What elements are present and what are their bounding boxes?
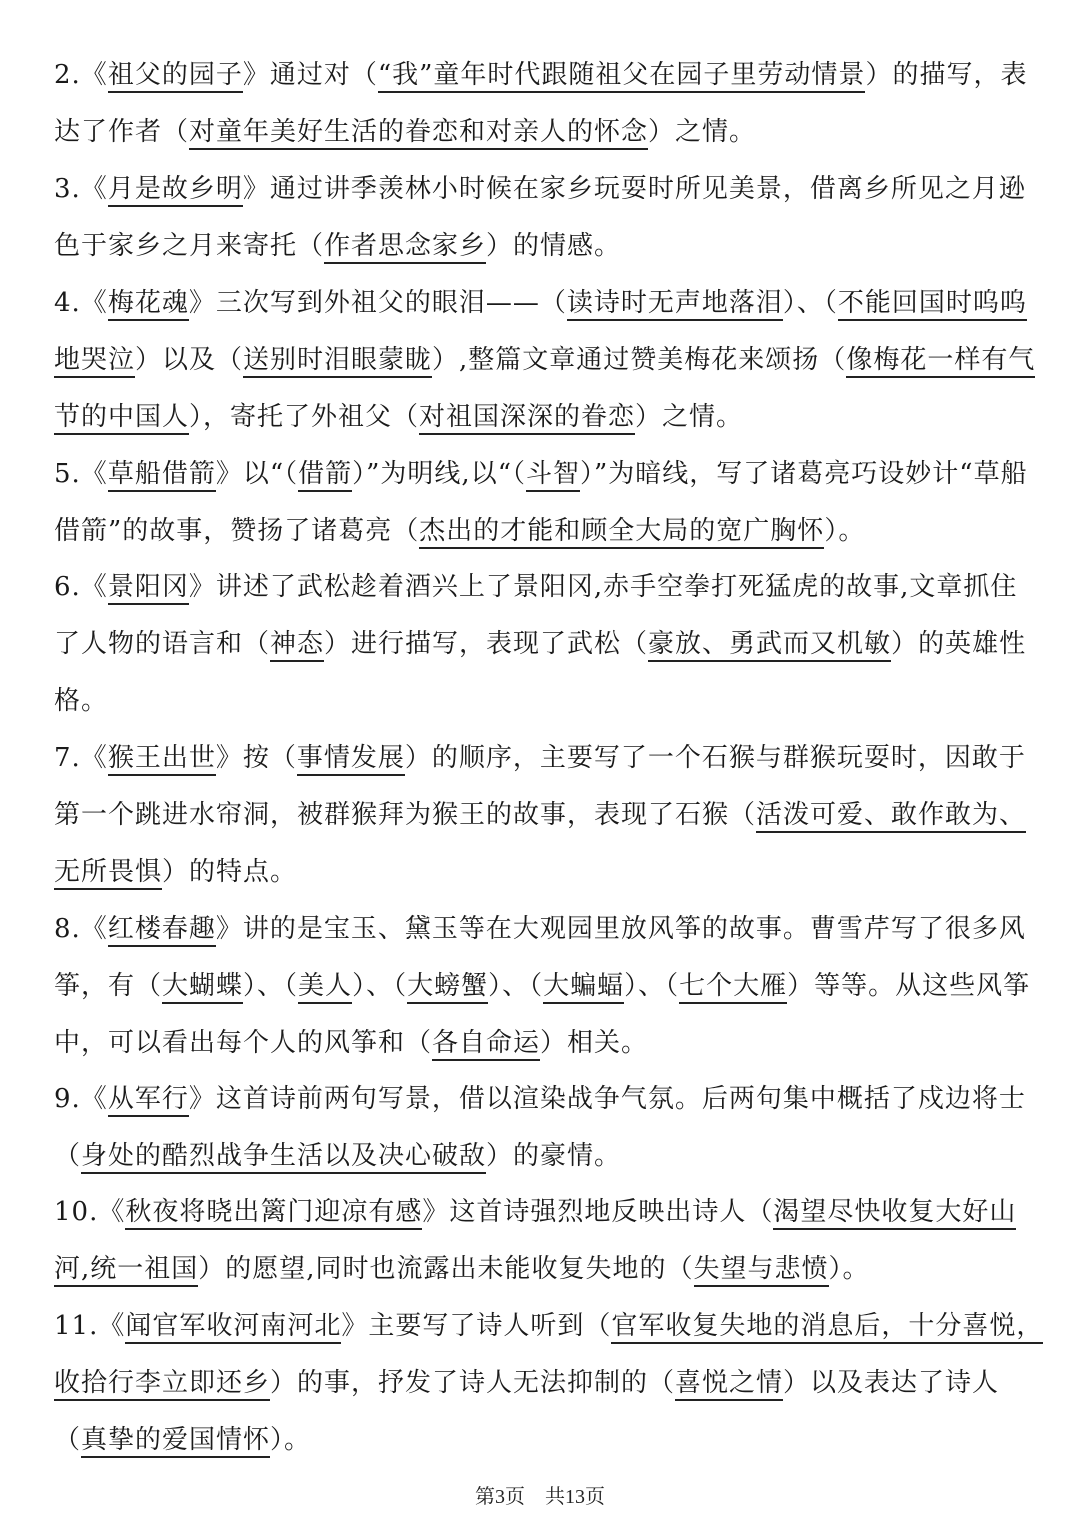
item-6-jingyanggang xyxy=(54,559,1044,730)
answer-underline: 大蝴蝶 xyxy=(162,971,243,1004)
item-text: ）、（ xyxy=(624,971,680,1001)
item-text: 》主要写了诗人听到（ xyxy=(341,1311,612,1341)
item-text: 9.《 xyxy=(54,1084,108,1114)
item-11-wen-guanjun xyxy=(54,1298,1044,1469)
answer-underline: 各自命运 xyxy=(432,1028,540,1061)
item-2-zufu-de-yuanzi xyxy=(54,47,1044,161)
answer-underline: 官军收复失地的消息后，十分喜悦，收拾行李立即还乡 xyxy=(54,1311,1043,1401)
item-text: 》这首诗强烈地反映出诗人（ xyxy=(422,1197,774,1227)
item-text: ），寄托了外祖父（ xyxy=(189,402,420,432)
answer-underline: 真挚的爱国情怀 xyxy=(81,1425,270,1458)
answer-underline: 失望与悲愤 xyxy=(694,1254,829,1287)
item-text: 5.《 xyxy=(54,459,108,489)
answer-underline: 大蝙蝠 xyxy=(543,971,624,1004)
item-5-caochuan-jiejian xyxy=(54,446,1044,560)
answer-underline: 对童年美好生活的眷恋和对亲人的怀念 xyxy=(189,117,648,150)
item-text: ）”为暗线，写了诸葛亮巧设妙计“草船借箭”的故事，赞扬了诸葛亮（ xyxy=(54,459,1028,546)
item-text: 》三次写到外祖父的眼泪——（ xyxy=(188,288,567,318)
item-9-congjunxing xyxy=(54,1071,1044,1185)
item-text: ）的英雄性格。 xyxy=(54,629,1027,716)
item-7-houwang-chushi xyxy=(54,730,1044,901)
answer-underline: “我”童年时代跟随祖父在园子里劳动情景 xyxy=(378,60,866,93)
item-text: ）。 xyxy=(270,1425,312,1455)
answer-underline: 借箭 xyxy=(298,459,352,492)
answer-underline: 从军行 xyxy=(108,1084,189,1117)
item-text: ）等等。从这些风筝中，可以看出每个人的风筝和（ xyxy=(54,971,1031,1058)
answer-underline: 豪放、勇武而又机敏 xyxy=(648,629,891,662)
answer-underline: 七个大雁 xyxy=(679,971,787,1004)
item-text: ）进行描写，表现了武松（ xyxy=(324,629,649,659)
answer-underline: 红楼春趣 xyxy=(108,914,216,947)
answer-underline: 渴望尽快收复大好山河,统一祖国 xyxy=(54,1197,1016,1287)
item-text: ）以及表达了诗人（ xyxy=(54,1368,1000,1455)
item-text: ）、（ xyxy=(782,288,838,318)
answer-underline: 草船借箭 xyxy=(108,459,216,492)
answer-underline: 送别时泪眼蒙眬 xyxy=(243,345,432,378)
answer-underline: 斗智 xyxy=(526,459,580,492)
item-text: ）的描写，表达了作者（ xyxy=(54,60,1028,147)
answer-underline: 活泼可爱、敢作敢为、无所畏惧 xyxy=(54,800,1026,890)
item-text: ）之情。 xyxy=(648,117,757,147)
answer-underline: 不能回国时呜呜地哭泣 xyxy=(54,288,1027,378)
answer-underline: 杰出的才能和顾全大局的宽广胸怀 xyxy=(419,516,824,549)
item-text: 》这首诗前两句写景，借以渲染战争气氛。后两句集中概括了戍边将士（ xyxy=(54,1084,1026,1171)
item-text: 》按（ xyxy=(215,743,297,773)
item-text: 》以“（ xyxy=(215,459,299,489)
answer-underline: 像梅花一样有气节的中国人 xyxy=(54,345,1035,435)
answer-underline: 大螃蟹 xyxy=(407,971,488,1004)
item-text: 2.《 xyxy=(54,60,108,90)
item-text: 3.《 xyxy=(54,174,108,204)
item-text: 》通过讲季羡林小时候在家乡玩耍时所见美景，借离乡所见之月逊色于家乡之月来寄托（ xyxy=(54,174,1026,261)
item-text: 11.《 xyxy=(54,1311,126,1341)
item-text: ）、（ xyxy=(243,971,299,1001)
answer-underline: 闻官军收河南河北 xyxy=(125,1311,341,1344)
item-10-qiuye-jiangxiao xyxy=(54,1184,1044,1298)
item-text: ）的豪情。 xyxy=(486,1141,622,1171)
item-text: ）以及（ xyxy=(135,345,244,375)
item-text: 》讲述了武松趁着酒兴上了景阳冈,赤手空拳打死猛虎的故事,文章抓住了人物的语言和（ xyxy=(54,572,1018,659)
item-text: ）。 xyxy=(824,516,866,546)
item-text: ）。 xyxy=(828,1254,870,1284)
answer-underline: 对祖国深深的眷恋 xyxy=(419,402,635,435)
answer-underline: 秋夜将晓出篱门迎凉有感 xyxy=(125,1197,422,1230)
answer-underline: 身处的酷烈战争生活以及决心破敌 xyxy=(81,1141,486,1174)
item-text: ）的特点。 xyxy=(162,857,298,887)
item-text: ）的事，抒发了诗人无法抑制的（ xyxy=(270,1368,676,1398)
item-3-yue-shi-guxiang-ming xyxy=(54,161,1044,275)
item-text: ）的愿望,同时也流露出未能收复失地的（ xyxy=(198,1254,694,1284)
item-text: ）、（ xyxy=(488,971,544,1001)
item-text: 7.《 xyxy=(54,743,108,773)
answer-underline: 猴王出世 xyxy=(108,743,216,776)
answer-underline: 作者思念家乡 xyxy=(324,231,486,264)
item-text: 8.《 xyxy=(54,914,108,944)
item-text: ）相关。 xyxy=(540,1028,649,1058)
item-text: ）,整篇文章通过赞美梅花来颂扬（ xyxy=(432,345,847,375)
answer-underline: 梅花魂 xyxy=(108,288,189,321)
item-8-honglou-chunqu xyxy=(54,901,1044,1072)
item-text: 10.《 xyxy=(54,1197,126,1227)
item-text: ）的情感。 xyxy=(486,231,622,261)
answer-underline: 神态 xyxy=(270,629,324,662)
answer-underline: 美人 xyxy=(298,971,352,1004)
item-text: ）、（ xyxy=(352,971,408,1001)
answer-underline: 祖父的园子 xyxy=(108,60,243,93)
page-footer: 第3页 共13页 xyxy=(475,1486,605,1508)
item-text: ）的顺序，主要写了一个石猴与群猴玩耍时，因敢于第一个跳进水帘洞，被群猴拜为猴王的故事，表现了石猴（ xyxy=(54,743,1026,830)
item-text: 4.《 xyxy=(54,288,108,318)
item-4-meihua-hun xyxy=(54,275,1044,446)
item-text: 》讲的是宝玉、黛玉等在大观园里放风筝的故事。曹雪芹写了很多风筝，有（ xyxy=(54,914,1026,1001)
answer-underline: 喜悦之情 xyxy=(675,1368,783,1401)
answer-underline: 月是故乡明 xyxy=(108,174,243,207)
item-text: ）之情。 xyxy=(635,402,744,432)
answer-underline: 读诗时无声地落泪 xyxy=(567,288,783,321)
answer-underline: 景阳冈 xyxy=(108,572,189,605)
item-text: ）”为明线,以“（ xyxy=(352,459,526,489)
answer-underline: 事情发展 xyxy=(297,743,405,776)
item-text: 》通过对（ xyxy=(242,60,378,90)
item-text: 6.《 xyxy=(54,572,108,602)
